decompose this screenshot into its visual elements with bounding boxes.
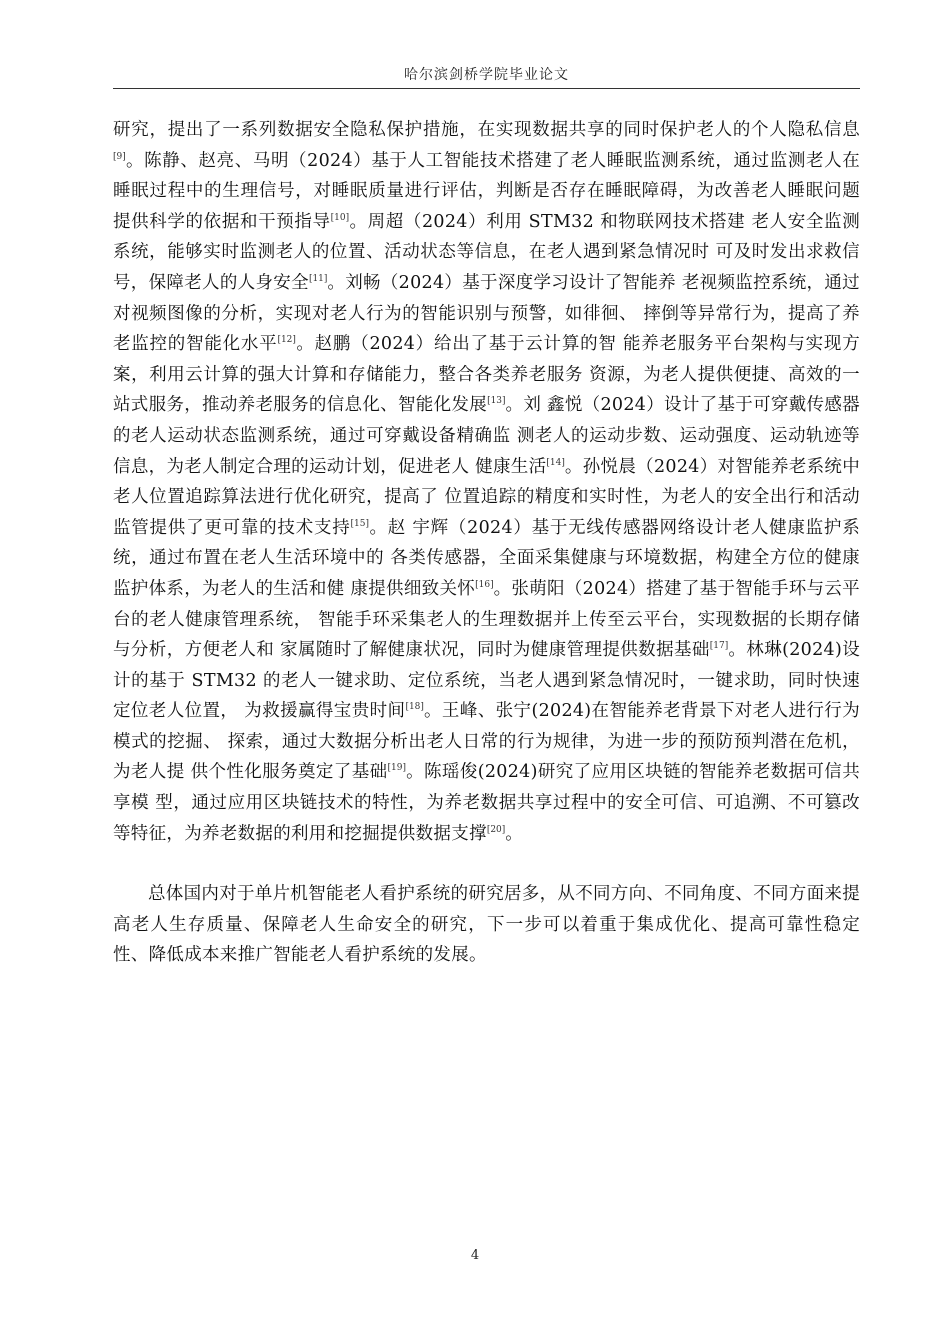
citation-ref: [17] <box>709 641 729 652</box>
running-header: 哈尔滨剑桥学院毕业论文 <box>404 67 569 83</box>
text-run: 。刘畅（2024）基于深度学习设计了智能养 老视频监控系统，通过对视频图像的分析，实现对老人行为的智能识别与预警，如徘徊、 摔倒等异常行为，提高了养老监控的智能化水平 <box>113 272 860 355</box>
text-run: 。王峰、张宁(2024)在智能养老背景下对老人进行行为模式的挖掘、 探索，通过大数据分析出老人日常的行为规律，为进一步的预防预判潜在危机，为老人提 供个性化服务奠定了基础 <box>113 701 860 783</box>
paragraph-summary <box>113 879 860 971</box>
text-run: 。张萌阳（2024）搭建了基于智能手环与云平台的老人健康管理系统， 智能手环采集老人的生理数据并上传至云平台，实现数据的长期存储与分析，方便老人和 家属随时了解健康状况，同时为健康管理提供数据基础 <box>113 578 860 661</box>
text-run: 。陈静、赵亮、马明（2024）基于人工智能技术搭建了老人睡眠监测系统，通过监测老人在睡眠过程中的生理信号，对睡眠质量进行评估，判断是否存在睡眠障碍，为改善老人睡眠问题提供科学的依据和干预指导 <box>113 150 860 232</box>
text-run: 。林琳(2024)设计的基于 STM32 的老人一键求助、定位系统，当老人遇到紧急情况时，一键求助，同时快速定位老人位置， 为救援赢得宝贵时间 <box>113 640 860 722</box>
text-run: 。孙悦晨（2024）对智能养老系统中老人位置追踪算法进行优化研究，提高了 位置追踪的精度和实时性，为老人的安全出行和活动监管提供了更可靠的技术支持 <box>113 456 861 538</box>
citation-ref: [11] <box>308 273 328 284</box>
text-run: 。 <box>505 823 524 844</box>
citation-ref: [20] <box>486 824 506 835</box>
citation-ref: [19] <box>387 763 407 774</box>
text-run: 。陈瑶俊(2024)研究了应用区块链的智能养老数据可信共享模 型，通过应用区块链技术的特性，为养老数据共享过程中的安全可信、可追溯、不可篡改 等特征，为养老数据的利用和挖掘提供数据支撑 <box>113 762 860 844</box>
citation-ref: [9] <box>113 151 126 162</box>
citation-ref: [18] <box>405 702 424 713</box>
citation-ref: [14] <box>546 457 565 468</box>
header-divider <box>113 88 860 89</box>
text-run: 。周超（2024）利用 STM32 和物联网技术搭建 老人安全监测系统，能够实时监测老人的位置、活动状态等信息，在老人遇到紧急情况时 可及时发出求救信号，保障老人的人身安全 <box>113 211 860 293</box>
text-run: 总体国内对于单片机智能老人看护系统的研究居多，从不同方向、不同角度、不同方面来提高老人生存质量、保障老人生命安全的研究，下一步可以着重于集成优化、提高可靠性稳定性、降低成本来推广智能老人看护系统的发展。 <box>113 884 860 966</box>
citation-ref: [16] <box>475 579 494 590</box>
citation-ref: [13] <box>487 396 506 407</box>
body-text <box>113 115 860 971</box>
citation-ref: [10] <box>330 212 350 223</box>
text-run: 。刘 鑫悦（2024）设计了基于可穿戴传感器的老人运动状态监测系统，通过可穿戴设备精确监 测老人的运动步数、运动强度、运动轨迹等信息，为老人制定合理的运动计划，促进老人 健康生活 <box>113 395 860 477</box>
text-run: 研究，提出了一系列数据安全隐私保护措施，在实现数据共享的同时保护老人的个人隐私信息 <box>113 120 860 140</box>
page-number: 4 <box>470 1248 480 1263</box>
citation-ref: [12] <box>277 335 296 346</box>
text-run: 。赵 宇辉（2024）基于无线传感器网络设计老人健康监护系统，通过布置在老人生活环境中的 各类传感器，全面采集健康与环境数据，构建全方位的健康监护体系，为老人的生活和健 康提供细致关怀 <box>113 517 861 599</box>
text-run: 。赵鹏（2024）给出了基于云计算的智 能养老服务平台架构与实现方案，利用云计算的强大计算和存储能力，整合各类养老服务 资源，为老人提供便捷、高效的一站式服务，推动养老服务的信息化、智能化发展 <box>113 334 861 416</box>
citation-ref: [15] <box>350 518 369 529</box>
paragraph-literature-review <box>113 115 860 849</box>
